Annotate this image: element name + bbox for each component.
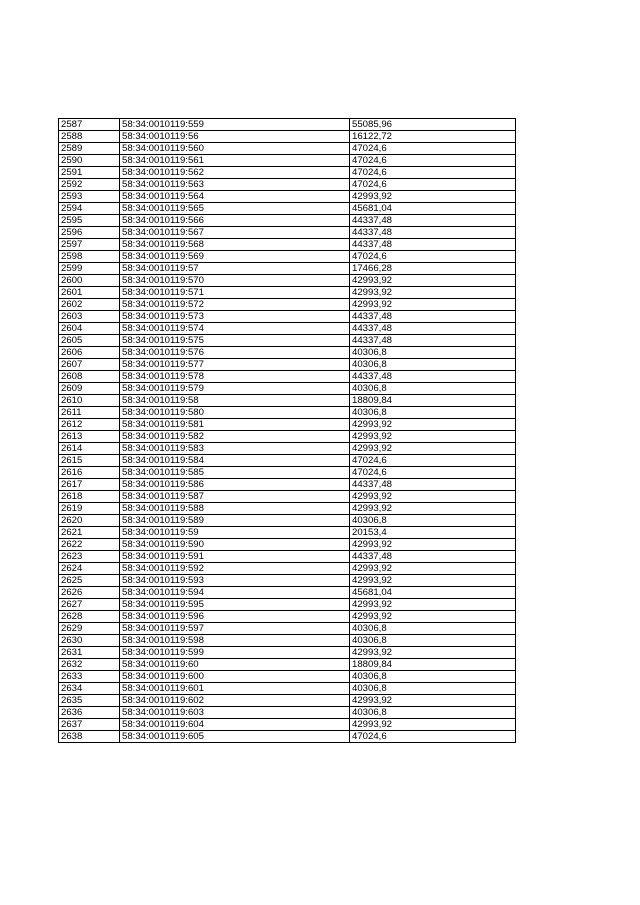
row-number-cell: 2637 <box>59 719 120 731</box>
table-row <box>59 575 516 587</box>
row-number-cell: 2598 <box>59 251 120 263</box>
table-row <box>59 611 516 623</box>
value-cell: 42993,92 <box>350 443 516 455</box>
cadastral-number-cell: 58:34:0010119:566 <box>120 215 350 227</box>
cadastral-number-cell: 58:34:0010119:597 <box>120 623 350 635</box>
row-number-cell: 2634 <box>59 683 120 695</box>
cadastral-number-cell: 58:34:0010119:594 <box>120 587 350 599</box>
value-cell: 42993,92 <box>350 575 516 587</box>
table-row <box>59 551 516 563</box>
table-row <box>59 275 516 287</box>
value-cell: 16122,72 <box>350 131 516 143</box>
value-cell: 17466,28 <box>350 263 516 275</box>
cadastral-number-cell: 58:34:0010119:602 <box>120 695 350 707</box>
table-row <box>59 683 516 695</box>
cadastral-number-cell: 58:34:0010119:603 <box>120 707 350 719</box>
row-number-cell: 2596 <box>59 227 120 239</box>
cadastral-number-cell: 58:34:0010119:559 <box>120 119 350 131</box>
table-row <box>59 383 516 395</box>
value-cell: 47024,6 <box>350 455 516 467</box>
row-number-cell: 2619 <box>59 503 120 515</box>
table-row <box>59 635 516 647</box>
value-cell: 45681,04 <box>350 587 516 599</box>
row-number-cell: 2615 <box>59 455 120 467</box>
table-row <box>59 143 516 155</box>
table-row <box>59 191 516 203</box>
value-cell: 40306,8 <box>350 347 516 359</box>
value-cell: 20153,4 <box>350 527 516 539</box>
table-row <box>59 443 516 455</box>
value-cell: 42993,92 <box>350 599 516 611</box>
row-number-cell: 2636 <box>59 707 120 719</box>
cadastral-number-cell: 58:34:0010119:56 <box>120 131 350 143</box>
cadastral-number-cell: 58:34:0010119:568 <box>120 239 350 251</box>
cadastral-number-cell: 58:34:0010119:590 <box>120 539 350 551</box>
cadastral-number-cell: 58:34:0010119:571 <box>120 287 350 299</box>
row-number-cell: 2624 <box>59 563 120 575</box>
value-cell: 40306,8 <box>350 359 516 371</box>
row-number-cell: 2632 <box>59 659 120 671</box>
row-number-cell: 2614 <box>59 443 120 455</box>
table-row <box>59 359 516 371</box>
row-number-cell: 2608 <box>59 371 120 383</box>
row-number-cell: 2587 <box>59 119 120 131</box>
cadastral-number-cell: 58:34:0010119:562 <box>120 167 350 179</box>
row-number-cell: 2611 <box>59 407 120 419</box>
row-number-cell: 2591 <box>59 167 120 179</box>
cadastral-number-cell: 58:34:0010119:591 <box>120 551 350 563</box>
value-cell: 44337,48 <box>350 215 516 227</box>
cadastral-number-cell: 58:34:0010119:592 <box>120 563 350 575</box>
table-row <box>59 179 516 191</box>
table-row <box>59 227 516 239</box>
table-row <box>59 155 516 167</box>
row-number-cell: 2605 <box>59 335 120 347</box>
value-cell: 40306,8 <box>350 635 516 647</box>
value-cell: 42993,92 <box>350 491 516 503</box>
cadastral-number-cell: 58:34:0010119:574 <box>120 323 350 335</box>
cadastral-number-cell: 58:34:0010119:581 <box>120 419 350 431</box>
cadastral-number-cell: 58:34:0010119:593 <box>120 575 350 587</box>
cadastral-number-cell: 58:34:0010119:587 <box>120 491 350 503</box>
cadastral-number-cell: 58:34:0010119:589 <box>120 515 350 527</box>
value-cell: 44337,48 <box>350 551 516 563</box>
value-cell: 40306,8 <box>350 407 516 419</box>
value-cell: 44337,48 <box>350 371 516 383</box>
row-number-cell: 2635 <box>59 695 120 707</box>
table-row <box>59 731 516 743</box>
cadastral-number-cell: 58:34:0010119:569 <box>120 251 350 263</box>
table-row <box>59 431 516 443</box>
row-number-cell: 2625 <box>59 575 120 587</box>
row-number-cell: 2594 <box>59 203 120 215</box>
value-cell: 42993,92 <box>350 191 516 203</box>
table-row <box>59 719 516 731</box>
cadastral-number-cell: 58:34:0010119:599 <box>120 647 350 659</box>
table-row <box>59 563 516 575</box>
cadastral-number-cell: 58:34:0010119:605 <box>120 731 350 743</box>
cadastral-number-cell: 58:34:0010119:570 <box>120 275 350 287</box>
cadastral-number-cell: 58:34:0010119:575 <box>120 335 350 347</box>
row-number-cell: 2633 <box>59 671 120 683</box>
row-number-cell: 2603 <box>59 311 120 323</box>
table-row <box>59 695 516 707</box>
cadastral-number-cell: 58:34:0010119:580 <box>120 407 350 419</box>
row-number-cell: 2607 <box>59 359 120 371</box>
cadastral-number-cell: 58:34:0010119:585 <box>120 467 350 479</box>
cadastral-number-cell: 58:34:0010119:583 <box>120 443 350 455</box>
cadastral-number-cell: 58:34:0010119:582 <box>120 431 350 443</box>
value-cell: 44337,48 <box>350 479 516 491</box>
table-row <box>59 419 516 431</box>
table-row <box>59 239 516 251</box>
table-row <box>59 347 516 359</box>
value-cell: 42993,92 <box>350 611 516 623</box>
value-cell: 42993,92 <box>350 287 516 299</box>
row-number-cell: 2601 <box>59 287 120 299</box>
value-cell: 47024,6 <box>350 731 516 743</box>
data-table <box>58 118 516 743</box>
value-cell: 47024,6 <box>350 179 516 191</box>
cadastral-number-cell: 58:34:0010119:567 <box>120 227 350 239</box>
cadastral-number-cell: 58:34:0010119:604 <box>120 719 350 731</box>
table-row <box>59 335 516 347</box>
table-row <box>59 251 516 263</box>
row-number-cell: 2593 <box>59 191 120 203</box>
row-number-cell: 2612 <box>59 419 120 431</box>
value-cell: 42993,92 <box>350 419 516 431</box>
value-cell: 44337,48 <box>350 227 516 239</box>
row-number-cell: 2622 <box>59 539 120 551</box>
value-cell: 44337,48 <box>350 335 516 347</box>
value-cell: 40306,8 <box>350 683 516 695</box>
table-row <box>59 647 516 659</box>
cadastral-number-cell: 58:34:0010119:564 <box>120 191 350 203</box>
table-row <box>59 323 516 335</box>
value-cell: 18809,84 <box>350 395 516 407</box>
value-cell: 47024,6 <box>350 167 516 179</box>
table-row <box>59 623 516 635</box>
row-number-cell: 2638 <box>59 731 120 743</box>
row-number-cell: 2595 <box>59 215 120 227</box>
value-cell: 40306,8 <box>350 623 516 635</box>
cadastral-number-cell: 58:34:0010119:595 <box>120 599 350 611</box>
row-number-cell: 2616 <box>59 467 120 479</box>
value-cell: 42993,92 <box>350 719 516 731</box>
cadastral-number-cell: 58:34:0010119:572 <box>120 299 350 311</box>
row-number-cell: 2602 <box>59 299 120 311</box>
table-row <box>59 167 516 179</box>
value-cell: 47024,6 <box>350 155 516 167</box>
value-cell: 47024,6 <box>350 143 516 155</box>
row-number-cell: 2621 <box>59 527 120 539</box>
cadastral-number-cell: 58:34:0010119:600 <box>120 671 350 683</box>
cadastral-number-cell: 58:34:0010119:588 <box>120 503 350 515</box>
table-row <box>59 599 516 611</box>
value-cell: 44337,48 <box>350 323 516 335</box>
row-number-cell: 2588 <box>59 131 120 143</box>
value-cell: 40306,8 <box>350 671 516 683</box>
table-row <box>59 503 516 515</box>
row-number-cell: 2609 <box>59 383 120 395</box>
table-row <box>59 287 516 299</box>
cadastral-number-cell: 58:34:0010119:561 <box>120 155 350 167</box>
row-number-cell: 2631 <box>59 647 120 659</box>
row-number-cell: 2610 <box>59 395 120 407</box>
table-row <box>59 215 516 227</box>
cadastral-number-cell: 58:34:0010119:563 <box>120 179 350 191</box>
table-row <box>59 263 516 275</box>
row-number-cell: 2623 <box>59 551 120 563</box>
cadastral-number-cell: 58:34:0010119:579 <box>120 383 350 395</box>
value-cell: 42993,92 <box>350 647 516 659</box>
table-row <box>59 395 516 407</box>
row-number-cell: 2589 <box>59 143 120 155</box>
row-number-cell: 2613 <box>59 431 120 443</box>
table-row <box>59 515 516 527</box>
table-row <box>59 119 516 131</box>
cadastral-number-cell: 58:34:0010119:586 <box>120 479 350 491</box>
value-cell: 42993,92 <box>350 503 516 515</box>
row-number-cell: 2617 <box>59 479 120 491</box>
row-number-cell: 2620 <box>59 515 120 527</box>
value-cell: 47024,6 <box>350 251 516 263</box>
value-cell: 42993,92 <box>350 563 516 575</box>
table-row <box>59 371 516 383</box>
table-row <box>59 467 516 479</box>
cadastral-number-cell: 58:34:0010119:596 <box>120 611 350 623</box>
row-number-cell: 2618 <box>59 491 120 503</box>
row-number-cell: 2630 <box>59 635 120 647</box>
cadastral-number-cell: 58:34:0010119:577 <box>120 359 350 371</box>
table-row <box>59 527 516 539</box>
value-cell: 42993,92 <box>350 299 516 311</box>
table-row <box>59 131 516 143</box>
value-cell: 47024,6 <box>350 467 516 479</box>
cadastral-number-cell: 58:34:0010119:598 <box>120 635 350 647</box>
value-cell: 55085,96 <box>350 119 516 131</box>
table-body <box>59 119 516 743</box>
value-cell: 44337,48 <box>350 239 516 251</box>
table-row <box>59 491 516 503</box>
row-number-cell: 2600 <box>59 275 120 287</box>
row-number-cell: 2628 <box>59 611 120 623</box>
value-cell: 18809,84 <box>350 659 516 671</box>
cadastral-number-cell: 58:34:0010119:601 <box>120 683 350 695</box>
value-cell: 42993,92 <box>350 275 516 287</box>
row-number-cell: 2597 <box>59 239 120 251</box>
table-row <box>59 659 516 671</box>
cadastral-number-cell: 58:34:0010119:578 <box>120 371 350 383</box>
row-number-cell: 2592 <box>59 179 120 191</box>
cadastral-number-cell: 58:34:0010119:573 <box>120 311 350 323</box>
row-number-cell: 2629 <box>59 623 120 635</box>
cadastral-number-cell: 58:34:0010119:565 <box>120 203 350 215</box>
value-cell: 40306,8 <box>350 383 516 395</box>
row-number-cell: 2590 <box>59 155 120 167</box>
table-row <box>59 587 516 599</box>
cadastral-number-cell: 58:34:0010119:59 <box>120 527 350 539</box>
value-cell: 42993,92 <box>350 431 516 443</box>
value-cell: 40306,8 <box>350 515 516 527</box>
value-cell: 44337,48 <box>350 311 516 323</box>
row-number-cell: 2604 <box>59 323 120 335</box>
cadastral-number-cell: 58:34:0010119:58 <box>120 395 350 407</box>
cadastral-number-cell: 58:34:0010119:584 <box>120 455 350 467</box>
table-row <box>59 671 516 683</box>
table-row <box>59 311 516 323</box>
value-cell: 42993,92 <box>350 695 516 707</box>
cadastral-number-cell: 58:34:0010119:576 <box>120 347 350 359</box>
value-cell: 42993,92 <box>350 539 516 551</box>
table-row <box>59 707 516 719</box>
row-number-cell: 2626 <box>59 587 120 599</box>
row-number-cell: 2627 <box>59 599 120 611</box>
table-row <box>59 407 516 419</box>
cadastral-number-cell: 58:34:0010119:60 <box>120 659 350 671</box>
table-row <box>59 455 516 467</box>
table-row <box>59 479 516 491</box>
cadastral-number-cell: 58:34:0010119:57 <box>120 263 350 275</box>
row-number-cell: 2599 <box>59 263 120 275</box>
table-row <box>59 539 516 551</box>
row-number-cell: 2606 <box>59 347 120 359</box>
value-cell: 45681,04 <box>350 203 516 215</box>
value-cell: 40306,8 <box>350 707 516 719</box>
cadastral-number-cell: 58:34:0010119:560 <box>120 143 350 155</box>
table-row <box>59 299 516 311</box>
table-row <box>59 203 516 215</box>
